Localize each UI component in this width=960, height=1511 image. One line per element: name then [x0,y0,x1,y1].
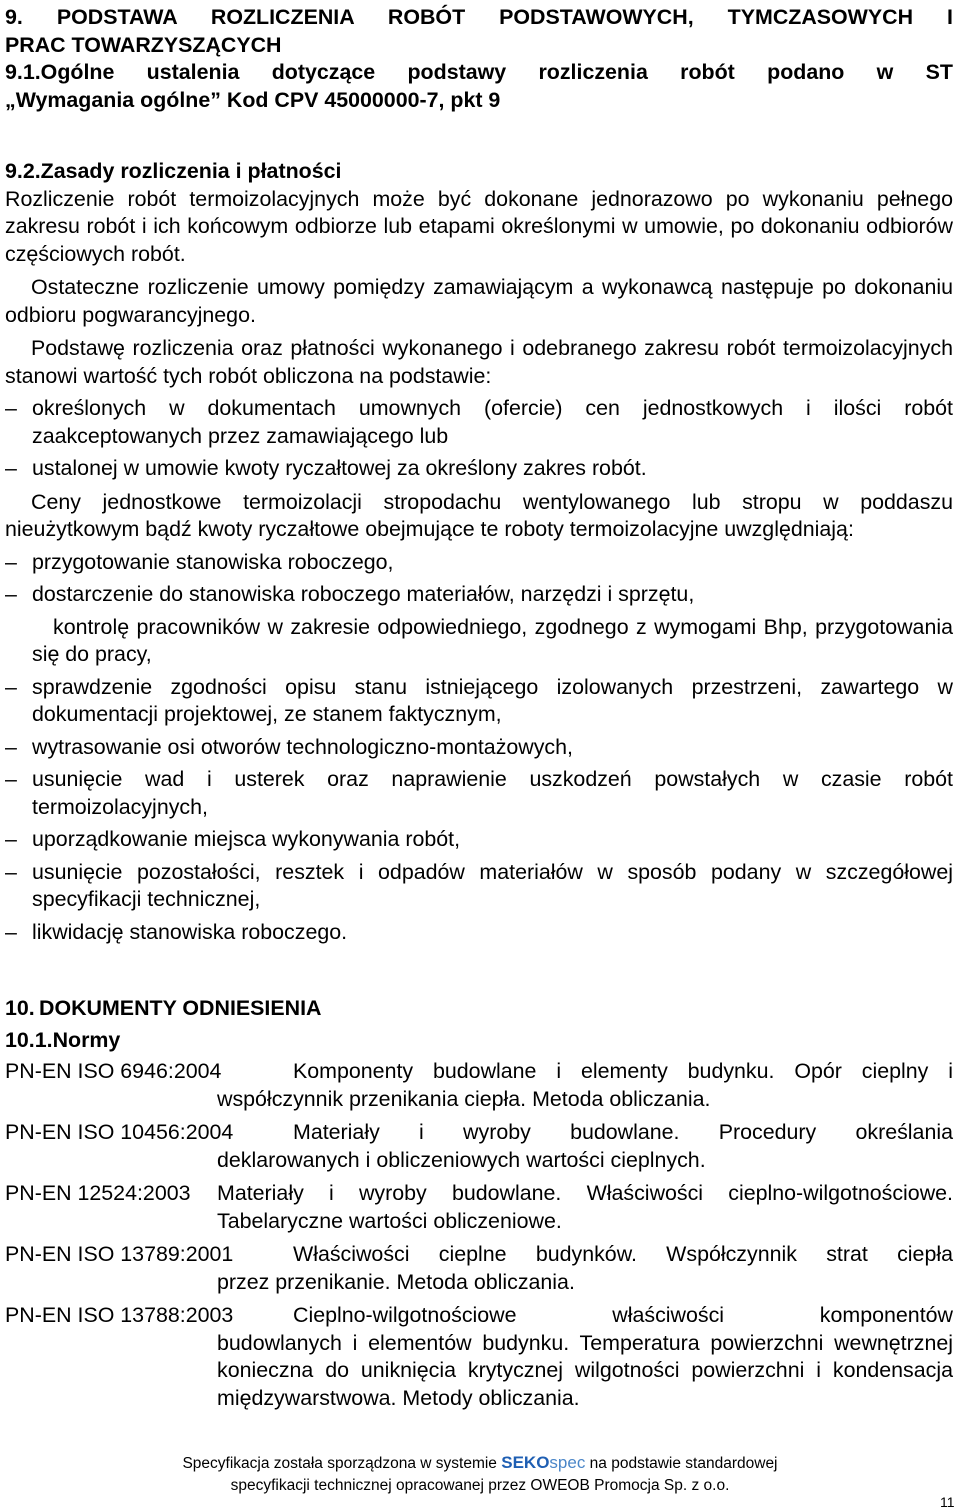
section-9-title-line1: 9. PODSTAWA ROZLICZENIA ROBÓT PODSTAWOWYCH, TYMCZASOWYCH I [5,5,953,29]
norm-entry [5,1180,953,1235]
paragraph-settlement: Rozliczenie robót termoizolacyjnych może być dokonane jednorazowo po wykonaniu pełnego zakresu robót i ich końcowym odbiorze lub etapami określonymi w umowie, po dokonaniu odbiorów częściowych robót. [5,186,953,266]
payment-basis-list [5,395,953,483]
list-item [5,395,953,450]
section-10-title: DOKUMENTY ODNIESIENIA [39,996,322,1020]
list-item-text: usunięcie wad i usterek oraz naprawienie uszkodzeń powstałych w czasie robót termoizolacyjnych, [32,767,953,819]
list-item-text: usunięcie pozostałości, resztek i odpadów materiałów w sposób podany w szczegółowej specyfikacji technicznej, [32,859,953,911]
list-item-text: kontrolę pracowników w zakresie odpowiedniego, zgodnego z wymogami Bhp, przygotowania się do pracy, [32,614,953,666]
footer-text-after: na podstawie standardowej [589,1455,778,1472]
list-item-text: dostarczenie do stanowiska roboczego materiałów, narzędzi i sprzętu, [32,582,695,606]
list-item-text: sprawdzenie zgodności opisu stanu istniejącego izolowanych przestrzeni, zawartego w dokumentacji projektowej, ze stanem faktycznym, [32,674,953,726]
norm-description-rest: budowlanych i elementów budynku. Temperatura powierzchni wewnętrznej konieczna do uniknięcia krytycznej wilgotności powierzchni i kondensacja międzywarstwowa. Metody obliczania. [217,1330,953,1410]
section-9-2-heading: 9.2.Zasady rozliczenia i płatności [5,159,342,183]
section-9-title-line2: PRAC TOWARZYSZĄCYCH [5,32,282,57]
section-10-number: 10. [5,996,35,1020]
list-item [5,734,953,762]
footer-text-before: Specyfikacja została sporządzona w systemie [182,1455,497,1472]
dash-bullet: – [5,549,17,574]
list-item [5,549,953,577]
list-item-text: określonych w dokumentach umownych (ofercie) cen jednostkowych i ilości robót zaakceptowanych przez zamawiającego lub [32,396,953,448]
norm-description [217,1241,953,1296]
dash-bullet: – [5,767,17,791]
list-item-text: likwidację stanowiska roboczego. [32,919,348,944]
list-item [5,859,953,914]
dash-bullet: – [5,919,17,944]
norm-entry [5,1302,953,1412]
section-9-1-heading-line1: 9.1.Ogólne ustalenia dotyczące podstawy rozliczenia robót podano w ST [5,60,953,84]
list-item-text: ustalonej w umowie kwoty ryczałtowej za określony zakres robót. [32,456,647,480]
list-item-text: uporządkowanie miejsca wykonywania robót, [32,827,461,851]
paragraph-payment-basis: Podstawę rozliczenia oraz płatności wykonanego i odebranego zakresu robót termoizolacyjnych stanowi wartość tych robót obliczona na podstawie: [5,336,953,388]
sekospec-logo [501,1453,585,1472]
document-page [5,4,953,1412]
section-10-heading [5,995,953,1023]
norm-code: PN-EN ISO 13789:2001 [5,1242,234,1266]
section-10-1-heading: 10.1.Normy [5,1027,121,1052]
list-item-text: przygotowanie stanowiska roboczego, [32,549,394,574]
list-item [5,766,953,821]
dash-bullet: – [5,827,17,851]
norm-description-first-line: Właściwości cieplne budynków. Współczynnik strat ciepła [293,1242,953,1266]
norm-description [217,1180,953,1235]
list-item-text: wytrasowanie osi otworów technologiczno-montażowych, [32,734,573,759]
list-item [5,455,953,483]
norm-description-first-line: Cieplno-wilgotnościowe właściwości komponentów [293,1303,953,1327]
dash-bullet: – [5,734,17,759]
norm-description-rest: przez przenikanie. Metoda obliczania. [217,1269,575,1294]
norm-description-rest: Tabelaryczne wartości obliczeniowe. [217,1208,562,1233]
norm-entry [5,1241,953,1296]
logo-part-seko: SEKO [501,1453,550,1472]
paragraph-unit-prices: Ceny jednostkowe termoizolacji stropodachu wentylowanego lub stropu w poddaszu nieużytkowym bądź kwoty ryczałtowe obejmujące te roboty termoizolacyjne uwzględniają: [5,489,953,541]
dash-bullet: – [5,674,17,699]
list-item [5,614,953,669]
section-9-1-heading-line2: „Wymagania ogólne” Kod CPV 45000000-7, pkt 9 [5,87,501,112]
footer-line1 [0,1452,960,1475]
logo-part-spec: spec [549,1453,586,1472]
list-item [5,826,953,854]
norm-description-rest: współczynnik przenikania ciepła. Metoda obliczania. [217,1086,711,1111]
norm-description [217,1058,953,1113]
list-item [5,674,953,729]
norm-code: PN-EN ISO 6946:2004 [5,1059,222,1083]
norm-description-first-line: Materiały i wyroby budowlane. Właściwości cieplno-wilgotnościowe. [217,1181,953,1205]
dash-bullet: – [5,582,17,606]
footer-line2: specyfikacji technicznej opracowanej przez OWEOB Promocja Sp. z o.o. [230,1477,730,1494]
norms-list [5,1058,953,1412]
norm-description-first-line: Komponenty budowlane i elementy budynku. Opór cieplny i [293,1059,953,1083]
list-item [5,919,953,947]
norm-code: PN-EN ISO 13788:2003 [5,1303,234,1327]
norm-description [217,1119,953,1174]
dash-bullet: – [5,396,17,420]
dash-bullet: – [5,859,17,884]
norm-entry [5,1058,953,1113]
list-item [5,581,953,609]
unit-prices-list [5,549,953,947]
norm-entry [5,1119,953,1174]
norm-description [217,1302,953,1412]
norm-description-rest: deklarowanych i obliczeniowych wartości cieplnych. [217,1147,706,1172]
page-number: 11 [940,1494,955,1510]
norm-code: PN-EN ISO 10456:2004 [5,1120,234,1144]
norm-code: PN-EN 12524:2003 [5,1181,191,1205]
norm-description-first-line: Materiały i wyroby budowlane. Procedury określania [293,1120,953,1144]
page-footer [0,1452,960,1497]
paragraph-final-settlement: Ostateczne rozliczenie umowy pomiędzy zamawiającym a wykonawcą następuje po dokonaniu odbioru pogwarancyjnego. [5,275,953,327]
dash-bullet: – [5,456,17,480]
